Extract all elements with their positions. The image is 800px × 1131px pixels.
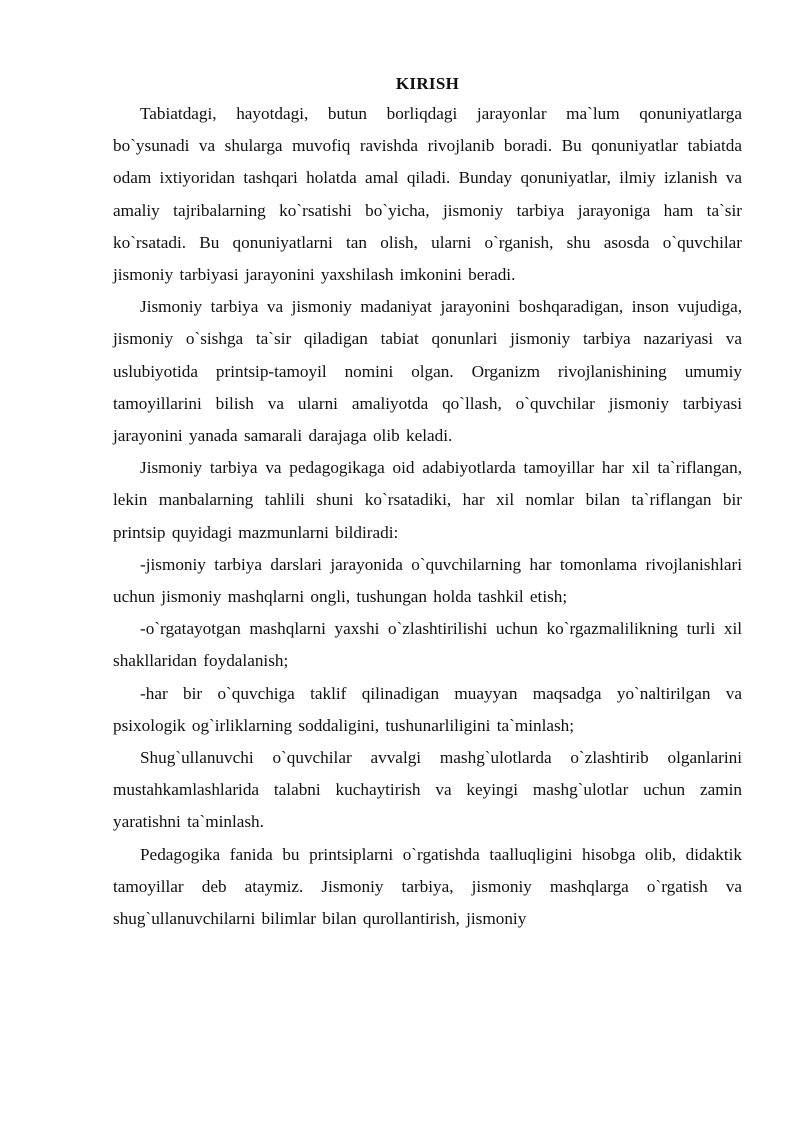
list-item-conscious-exercise: -jismoniy tarbiya darslari jarayonida o`quvchilarning har tomonlama rivojlanishlari uchun jismoniy mashqlarni ongli, tushungan holda tashkil etish; [113, 554, 742, 607]
paragraph-reinforcement: Shug`ullanuvchi o`quvchilar avvalgi mashg`ulotlarda o`zlashtirib olganlarini mustahkamlashlarida talabni kuchaytirish va keyingi mashg`ulotlar uchun zamin yaratishni ta`minlash. [113, 748, 742, 832]
document-page [113, 70, 742, 935]
paragraph-intro: Tabiatdagi, hayotdagi, butun borliqdagi jarayonlar ma`lum qonuniyatlarga bo`ysunadi va shularga muvofiq ravishda rivojlanib boradi. Bu qonuniyatlar tabiatda odam ixtiyoridan tashqari holatda amal qiladi. Bunday qonuniyatlar, ilmiy izlanish va amaliy tajribalarning ko`rsatishi bo`yicha, jismoniy tarbiya jarayoniga ham ta`sir ko`rsatadi. Bu qonuniyatlarni tan olish, ularni o`rganish, shu asosda o`quvchilar jismoniy tarbiyasi jarayonini yaxshilash imkonini beradi. [113, 104, 742, 285]
list-item-simplicity: -har bir o`quvchiga taklif qilinadigan muayyan maqsadga yo`naltirilgan va psixologik og`irliklarning soddaligini, tushunarliligini ta`minlash; [113, 683, 742, 735]
paragraph-didactic: Pedagogika fanida bu printsiplarni o`rgatishda taalluqligini hisobga olib, didaktik tamoyillar deb ataymiz. Jismoniy tarbiya, jismoniy mashqlarga o`rgatish va shug`ullanuvchilarni bilimlar bilan qurollantirish, jismoniy [113, 844, 742, 929]
paragraph-principles: Jismoniy tarbiya va jismoniy madaniyat jarayonini boshqaradigan, inson vujudiga, jismoniy o`sishga ta`sir qiladigan tabiat qonunlari jismoniy tarbiya nazariyasi va uslubiyotida printsip-tamoyil nomini olgan. Organizm rivojlanishining umumiy tamoyillarini bilish va ularni amaliyotda qo`llash, o`quvchilar jismoniy tarbiyasi jarayonini yanada samarali darajaga olib keladi. [113, 297, 742, 446]
list-item-visual-aids: -o`rgatayotgan mashqlarni yaxshi o`zlashtirilishi uchun ko`rgazmalilikning turli xil shakllaridan foydalanish; [113, 619, 742, 671]
document-title: KIRISH [395, 74, 460, 93]
paragraph-literature: Jismoniy tarbiya va pedagogikaga oid adabiyotlarda tamoyillar har xil ta`riflangan, lekin manbalarning tahlili shuni ko`rsatadiki, har xil nomlar bilan ta`riflangan bir printsip quyidagi mazmunlarni bildiradi: [113, 458, 742, 542]
